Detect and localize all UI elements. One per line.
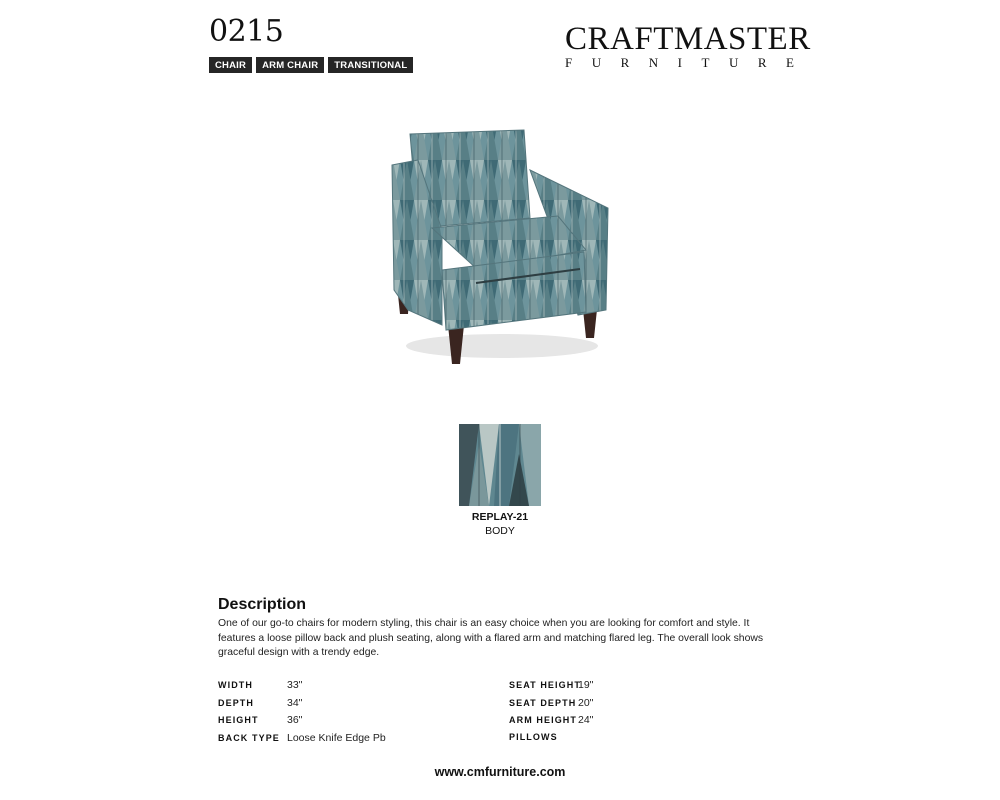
brand-name: CRAFTMASTER	[565, 21, 811, 57]
spec-label-depth: DEPTH	[218, 698, 255, 708]
spec-label-seat-height: SEAT HEIGHT	[509, 680, 581, 690]
website-link[interactable]: www.cmfurniture.com	[434, 765, 566, 779]
spec-label-back-type: BACK TYPE	[218, 733, 280, 743]
category-tags	[209, 57, 413, 73]
fabric-part: BODY	[485, 525, 515, 537]
spec-value-width: 33"	[287, 679, 303, 691]
spec-label-arm-height: ARM HEIGHT	[509, 715, 577, 725]
brand-logo	[565, 21, 814, 70]
tag-chair: CHAIR	[209, 57, 252, 73]
tag-arm-chair: ARM CHAIR	[256, 57, 324, 73]
spec-value-height: 36"	[287, 714, 303, 726]
spec-label-pillows: PILLOWS	[509, 732, 558, 742]
spec-value-back-type: Loose Knife Edge Pb	[287, 732, 386, 744]
arm-chair-photo	[372, 120, 628, 376]
tag-transitional: TRANSITIONAL	[328, 57, 413, 73]
model-number: 0215	[209, 14, 284, 49]
spec-value-arm-height: 24"	[578, 714, 594, 726]
spec-value-seat-height: 19"	[578, 679, 594, 691]
spec-label-height: HEIGHT	[218, 715, 259, 725]
description-title: Description	[218, 596, 307, 613]
fabric-swatch	[459, 424, 541, 506]
spec-value-depth: 34"	[287, 697, 303, 709]
spec-value-seat-depth: 20"	[578, 697, 594, 709]
fabric-code: REPLAY-21	[471, 511, 529, 523]
brand-subtitle: FURNITURE	[565, 55, 814, 70]
description-text: One of our go-to chairs for modern styling, this chair is an easy choice when you are looking for comfort and style. It features a loose pillow back and plush seating, along with a flared arm and matching flared leg. The overall look shows graceful design with a trendy edge.	[218, 618, 764, 659]
spec-label-width: WIDTH	[218, 680, 253, 690]
spec-label-seat-depth: SEAT DEPTH	[509, 698, 577, 708]
